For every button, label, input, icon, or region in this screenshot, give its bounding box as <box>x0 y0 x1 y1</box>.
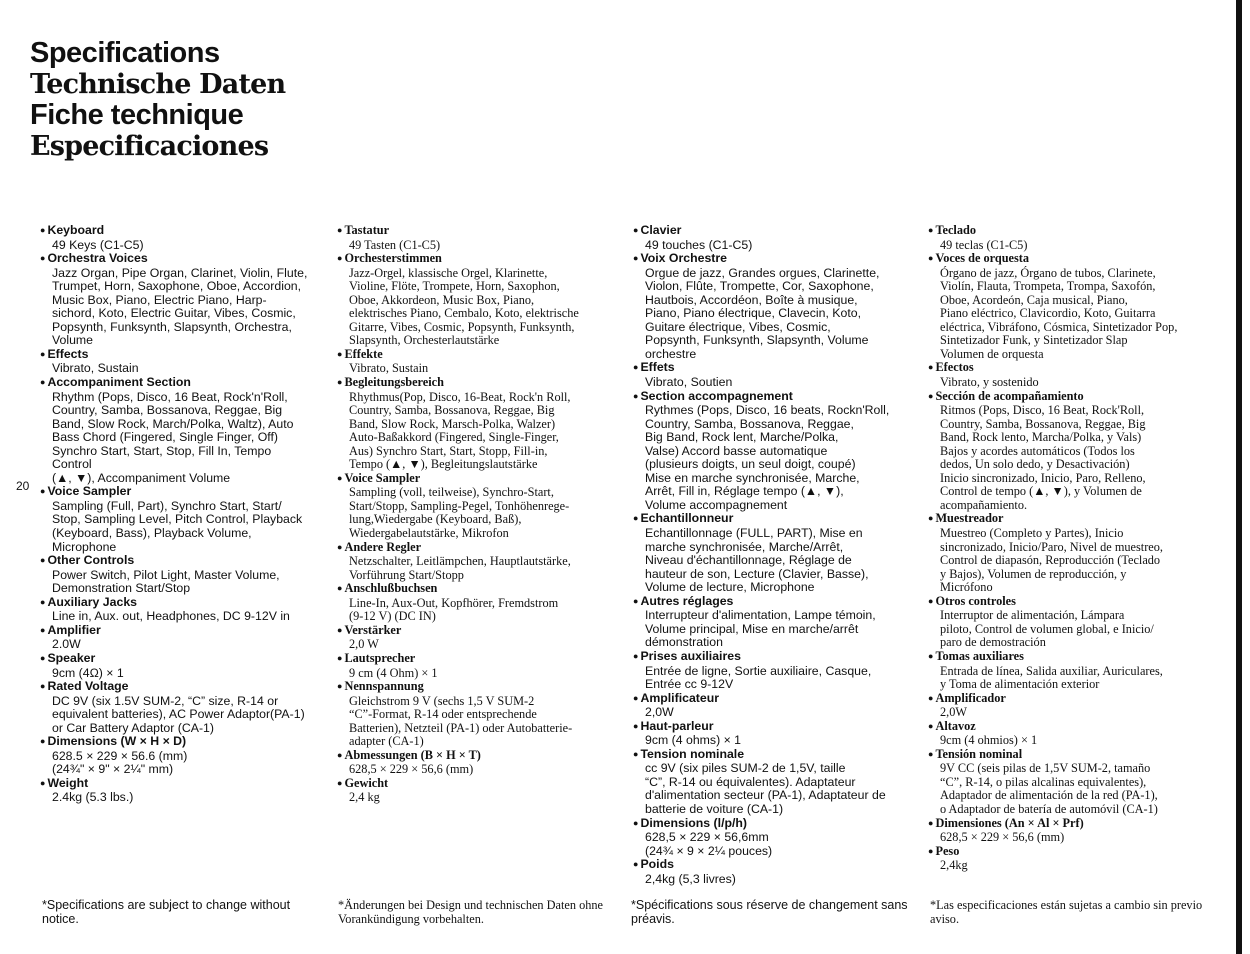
spec-value <box>52 569 318 596</box>
spec-value <box>645 267 915 362</box>
spec-value <box>52 391 318 486</box>
spec-value-line: orchestre <box>645 346 697 361</box>
spec-value-line: Band, Slow Rock, March/Polka, Waltz), Auto <box>52 416 294 431</box>
spec-item <box>337 652 615 680</box>
spec-value-line: Inicio sincronizado, Inicio, Paro, Relleno, <box>940 470 1146 485</box>
spec-value-line: Violine, Flöte, Trompete, Horn, Saxophon, <box>349 279 560 294</box>
spec-value-line: Stop, Sampling Level, Pitch Control, Playback <box>52 512 303 527</box>
spec-heading: ● Sección de acompañamiento <box>928 390 1210 405</box>
spec-value-line: Oboe, Akkordeon, Music Box, Piano, <box>349 292 535 307</box>
title-english: Specifications <box>30 37 220 69</box>
spec-value-line: 628,5 × 229 × 56,6 (mm) <box>940 830 1065 845</box>
spec-value <box>349 667 615 681</box>
spec-heading: ● Altavoz <box>928 720 1210 735</box>
spec-item <box>337 348 615 376</box>
spec-value-line: Volume principal, Mise en marche/arrêt <box>645 621 859 636</box>
spec-value-line: Mise en marche synchronisée, Marche, <box>645 470 860 485</box>
spec-value-line: Jazz-Orgel, klassische Orgel, Klarinette, <box>349 265 548 280</box>
spec-value-line: Órgano de jazz, Órgano de tubos, Clarinete, <box>940 265 1156 280</box>
footnote-english: *Specifications are subject to change without notice. <box>42 898 291 926</box>
spec-value-line: Violín, Flauta, Trompeta, Trompa, Saxofón, <box>940 279 1156 294</box>
spec-value <box>52 750 318 777</box>
spec-value <box>940 706 1210 720</box>
spec-heading: ● Effects <box>40 348 318 363</box>
spec-value-line: equivalent batteries), AC Power Adaptor(PA-1) <box>52 707 305 722</box>
spec-heading: ● Anschlußbuchsen <box>337 582 615 597</box>
spec-value-line: Entrée de ligne, Sortie auxiliaire, Casque, <box>645 663 872 678</box>
spec-value-line: 2,4kg (5,3 livres) <box>645 871 736 886</box>
spec-value-line: adapter (CA-1) <box>349 734 424 749</box>
footnote-french: *Spécifications sous réserve de changement sans préavis. <box>631 898 908 926</box>
spec-value-line: eléctrica, Vibráfono, Cósmica, Sintetizador Pop, <box>940 319 1178 334</box>
spec-value-line: “C”, R-14, o pilas alcalinas equivalentes), <box>940 774 1147 789</box>
spec-heading: ● Weight <box>40 777 318 792</box>
spec-heading: ● Rated Voltage <box>40 680 318 695</box>
spec-value-line: Interrupteur d'alimentation, Lampe témoin, <box>645 608 876 623</box>
spec-value-line: o Adaptador de batería de automóvil (CA-1) <box>940 801 1158 816</box>
spec-value <box>349 239 615 253</box>
spec-value <box>940 665 1210 692</box>
spec-item <box>928 361 1210 389</box>
spec-heading: ● Voice Sampler <box>40 485 318 500</box>
spec-value-line: paro de demostración <box>940 635 1046 650</box>
spec-value-line: Music Box, Piano, Electric Piano, Harp- <box>52 292 267 307</box>
spec-value-line: 2,0W <box>940 705 967 720</box>
spec-value-line: Country, Samba, Bossanova, Reggae, <box>645 416 854 431</box>
spec-item <box>633 595 915 650</box>
spec-value-line: (24¾ × 9 × 2¼ pouces) <box>645 843 773 858</box>
spec-value <box>52 695 318 736</box>
spec-item <box>40 485 318 554</box>
spec-heading: ● Prises auxiliaires <box>633 650 915 665</box>
spec-value-line: 9cm (4 ohmios) × 1 <box>940 733 1038 748</box>
spec-heading: ● Verstärker <box>337 624 615 639</box>
spec-value-line: marche synchronisée, Marche/Arrêt, <box>645 539 844 554</box>
spec-value <box>645 706 915 720</box>
spec-heading: ● Voces de orquesta <box>928 252 1210 267</box>
spec-value-line: Valse) Accord basse automatique <box>645 443 828 458</box>
spec-heading: ● Orchestra Voices <box>40 252 318 267</box>
title-french: Fiche technique <box>30 99 244 131</box>
spec-value-line: or Car Battery Adaptor (CA-1) <box>52 720 214 735</box>
spec-value-line: Netzschalter, Leitlämpchen, Hauptlautstärke, <box>349 554 571 569</box>
spec-value-line: DC 9V (six 1.5V SUM-2, “C” size, R-14 or <box>52 693 279 708</box>
spec-item <box>40 224 318 252</box>
spec-value-line: Rhythm (Pops, Disco, 16 Beat, Rock'n'Roll, <box>52 389 288 404</box>
spec-value-line: (9-12 V) (DC IN) <box>349 609 436 624</box>
spec-value-line: Big Band, Rock lent, Marche/Polka, <box>645 430 839 445</box>
spec-value-line: dedos, Un solo dedo, y Desactivación) <box>940 457 1130 472</box>
spec-value-line: Entrada de línea, Salida auxiliar, Auriculares, <box>940 663 1163 678</box>
spec-value-line: Control <box>52 457 92 472</box>
spec-item <box>337 472 615 541</box>
spec-value-line: Gleichstrom 9 V (sechs 1,5 V SUM-2 <box>349 693 535 708</box>
spec-heading: ● Amplifier <box>40 624 318 639</box>
spec-heading: ● Dimensions (W × H × D) <box>40 735 318 750</box>
spec-item <box>337 777 615 805</box>
spec-item <box>633 252 915 361</box>
spec-value <box>52 610 318 624</box>
spec-item <box>928 845 1210 873</box>
spec-item <box>928 650 1210 692</box>
spec-value <box>52 500 318 554</box>
spec-value-line: Start/Stopp, Sampling-Pegel, Tonhöhenrege- <box>349 498 570 513</box>
spec-value-line: Microphone <box>52 539 117 554</box>
spec-value <box>940 239 1210 253</box>
spec-item <box>633 720 915 748</box>
spec-item <box>337 680 615 749</box>
spec-item <box>633 390 915 513</box>
spec-item <box>337 624 615 652</box>
spec-heading: ● Poids <box>633 858 915 873</box>
spec-column-spanish <box>928 224 1210 873</box>
spec-value-line: Arrêt, Fill in, Réglage tempo (▲, ▼), <box>645 484 844 499</box>
spec-value-line: Muestreo (Completo y Partes), Inicio <box>940 526 1124 541</box>
spec-value-line: 2,0W <box>645 705 674 720</box>
spec-heading: ● Autres réglages <box>633 595 915 610</box>
spec-heading: ● Teclado <box>928 224 1210 239</box>
spec-value-line: Volume <box>52 333 94 348</box>
spec-value-line: Ritmos (Pops, Disco, 16 Beat, Rock'Roll, <box>940 403 1145 418</box>
spec-item <box>40 652 318 680</box>
spec-item <box>928 224 1210 252</box>
footnote-spanish: *Las especificaciones están sujetas a cambio sin previo aviso. <box>930 898 1203 926</box>
spec-item <box>40 777 318 805</box>
spec-value-line: Vibrato, Sustain <box>52 361 139 376</box>
spec-value-line: Piano, Piano électrique, Clavecin, Koto, <box>645 306 862 321</box>
footnote-german: *Änderungen bei Design und technischen Daten ohne Vorankündigung vorbehalten. <box>338 898 603 926</box>
spec-heading: ● Tension nominale <box>633 748 915 763</box>
spec-item <box>337 252 615 348</box>
spec-heading: ● Keyboard <box>40 224 318 239</box>
spec-value-line: Vibrato, Soutien <box>645 375 733 390</box>
spec-item <box>633 858 915 886</box>
spec-heading: ● Effekte <box>337 348 615 363</box>
spec-value-line: 2.0W <box>52 637 81 652</box>
spec-heading: ● Section accompagnement <box>633 390 915 405</box>
spec-value-line: Sampling (Full, Part), Synchro Start, Start/ <box>52 498 282 513</box>
spec-value <box>645 665 915 692</box>
spec-value <box>349 555 615 582</box>
spec-value-line: Aus) Synchro Start, Start, Stopp, Fill-in, <box>349 443 548 458</box>
spec-heading: ● Tomas auxiliares <box>928 650 1210 665</box>
spec-value-line: (plusieurs doigts, un seul doigt, coupé) <box>645 457 856 472</box>
spec-value <box>645 762 915 816</box>
spec-item <box>40 554 318 596</box>
spec-value-line: Batterien), Netzteil (PA-1) oder Autobatterie- <box>349 720 573 735</box>
spec-value-line: Line in, Aux. out, Headphones, DC 9-12V in <box>52 609 290 624</box>
spec-item <box>633 817 915 859</box>
spec-value-line: Oboe, Acordeón, Caja musical, Piano, <box>940 292 1128 307</box>
spec-value <box>349 597 615 624</box>
spec-heading: ● Efectos <box>928 361 1210 376</box>
spec-item <box>928 595 1210 650</box>
spec-value <box>645 527 915 595</box>
spec-heading: ● Haut-parleur <box>633 720 915 735</box>
spec-value-line: 49 Keys (C1-C5) <box>52 237 144 252</box>
spec-value-line: Violon, Flûte, Trompette, Cor, Saxophone, <box>645 279 874 294</box>
spec-value-line: Trumpet, Horn, Saxophone, Oboe, Accordion, <box>52 279 302 294</box>
spec-value-line: Bass Chord (Fingered, Single Finger, Off) <box>52 430 279 445</box>
spec-item <box>928 748 1210 817</box>
spec-value-line: Adaptador de alimentación de la red (PA-1), <box>940 788 1158 803</box>
spec-item <box>633 224 915 252</box>
spec-value-line: Country, Samba, Bossanova, Reggae, Big <box>52 403 283 418</box>
spec-value <box>645 734 915 748</box>
spec-value-line: “C”-Format, R-14 oder entsprechende <box>349 707 537 722</box>
spec-value <box>940 734 1210 748</box>
spec-value <box>349 791 615 805</box>
spec-value-line: (24¾" × 9" × 2¼" mm) <box>52 762 174 777</box>
spec-value-line: Volume de lecture, Microphone <box>645 580 815 595</box>
spec-value-line: 2,4 kg <box>349 790 380 805</box>
spec-value-line: Guitare électrique, Vibes, Cosmic, <box>645 319 831 334</box>
spec-value <box>52 239 318 253</box>
spec-heading: ● Peso <box>928 845 1210 860</box>
spec-value-line: 49 teclas (C1-C5) <box>940 237 1028 252</box>
spec-value <box>940 831 1210 845</box>
spec-heading: ● Otros controles <box>928 595 1210 610</box>
spec-heading: ● Orchesterstimmen <box>337 252 615 267</box>
spec-heading: ● Speaker <box>40 652 318 667</box>
spec-column-french <box>633 224 915 886</box>
spec-value-line: Entrée cc 9-12V <box>645 677 734 692</box>
spec-heading: ● Lautsprecher <box>337 652 615 667</box>
spec-item <box>633 650 915 692</box>
page-titles <box>30 38 285 162</box>
spec-value-line: (Keyboard, Bass), Playback Volume, <box>52 526 252 541</box>
spec-value-line: Sampling (voll, teilweise), Synchro-Start, <box>349 485 554 500</box>
spec-heading: ● Dimensiones (An × Al × Prf) <box>928 817 1210 832</box>
spec-value-line: Jazz Organ, Pipe Organ, Clarinet, Violin, Flute, <box>52 265 308 280</box>
spec-heading: ● Effets <box>633 361 915 376</box>
spec-value-line: elektrisches Piano, Cembalo, Koto, elektrische <box>349 306 579 321</box>
title-spanish: Especificaciones <box>30 131 269 162</box>
spec-value-line: Popsynth, Funksynth, Slapsynth, Volume <box>645 333 869 348</box>
spec-value-line: cc 9V (six piles SUM-2 de 1,5V, taille <box>645 761 846 776</box>
spec-item <box>928 817 1210 845</box>
spec-value-line: 628.5 × 229 × 56.6 (mm) <box>52 748 188 763</box>
spec-value-line: 628,5 × 229 × 56,6 (mm) <box>349 762 474 777</box>
spec-item <box>337 541 615 583</box>
spec-value <box>940 527 1210 595</box>
page-number: 20 <box>16 479 30 493</box>
spec-value-line: Vibrato, Sustain <box>349 361 429 376</box>
spec-value-line: Echantillonnage (FULL, PART), Mise en <box>645 526 863 541</box>
spec-value-line: 49 touches (C1-C5) <box>645 237 753 252</box>
spec-value-line: Line-In, Aux-Out, Kopfhörer, Fremdstrom <box>349 595 559 610</box>
spec-value <box>52 362 318 376</box>
spec-heading: ● Other Controls <box>40 554 318 569</box>
spec-value <box>940 762 1210 816</box>
spec-column-english <box>40 224 318 805</box>
spec-value <box>645 609 915 650</box>
spec-value <box>645 873 915 887</box>
spec-value <box>940 267 1210 362</box>
spec-value <box>940 376 1210 390</box>
spec-value <box>349 267 615 348</box>
spec-heading: ● Abmessungen (B × H × T) <box>337 749 615 764</box>
spec-value <box>645 404 915 512</box>
spec-heading: ● Gewicht <box>337 777 615 792</box>
spec-value-line: 2,4kg <box>940 858 968 873</box>
spec-value-line: lung,Wiedergabe (Keyboard, Baß), <box>349 512 522 527</box>
spec-value <box>349 362 615 376</box>
spec-heading: ● Nennspannung <box>337 680 615 695</box>
spec-value-line: Micrófono <box>940 580 993 595</box>
spec-item <box>928 692 1210 720</box>
spec-value-line: Power Switch, Pilot Light, Master Volume, <box>52 567 280 582</box>
spec-value <box>940 609 1210 650</box>
spec-value-line: Piano eléctrico, Clavicordio, Koto, Guitarra <box>940 306 1156 321</box>
spec-value-line: Rhythmus(Pop, Disco, 16-Beat, Rock'n Roll, <box>349 389 571 404</box>
spec-value-line: Control de tempo (▲, ▼), y Volumen de <box>940 484 1142 499</box>
spec-item <box>40 252 318 348</box>
spec-value-line: Band, Rock lento, Marcha/Polka, y Vals) <box>940 430 1142 445</box>
spec-value-line: Vorführung Start/Stopp <box>349 567 464 582</box>
spec-heading: ● Accompaniment Section <box>40 376 318 391</box>
spec-value-line: (▲, ▼), Accompaniment Volume <box>52 470 231 485</box>
spec-item <box>40 680 318 735</box>
spec-heading: ● Voice Sampler <box>337 472 615 487</box>
spec-value <box>645 239 915 253</box>
spec-item <box>633 361 915 389</box>
spec-value-line: Band, Slow Rock, Marsch-Polka, Walzer) <box>349 416 556 431</box>
spec-value-line: y Toma de alimentación exterior <box>940 677 1100 692</box>
spec-value-line: Country, Samba, Bossanova, Reggae, Big <box>349 403 555 418</box>
spec-value-line: 9cm (4 ohms) × 1 <box>645 733 742 748</box>
spec-item <box>40 376 318 485</box>
spec-item <box>633 692 915 720</box>
spec-value-line: acompañamiento. <box>940 497 1028 512</box>
spec-value <box>645 831 915 858</box>
spec-value-line: Niveau d'échantillonnage, Réglage de <box>645 553 852 568</box>
spec-value-line: Demonstration Start/Stop <box>52 581 191 596</box>
spec-value-line: “C”, R-14 ou équivalentes). Adaptateur <box>645 774 856 789</box>
title-german: Technische Daten <box>30 69 286 100</box>
spec-value-line: d'alimentation secteur (PA-1), Adaptateur de <box>645 788 886 803</box>
spec-heading: ● Voix Orchestre <box>633 252 915 267</box>
spec-item <box>337 749 615 777</box>
spec-value-line: Rythmes (Pops, Disco, 16 beats, Rockn'Roll, <box>645 403 890 418</box>
spec-value-line: Sintetizador Funk, y Sintetizador Slap <box>940 333 1128 348</box>
spec-item <box>337 224 615 252</box>
spec-value <box>52 638 318 652</box>
spec-value-line: 9V CC (seis pilas de 1,5V SUM-2, tamaño <box>940 761 1151 776</box>
spec-value-line: Orgue de jazz, Grandes orgues, Clarinette, <box>645 265 880 280</box>
spec-heading: ● Begleitungsbereich <box>337 376 615 391</box>
spec-value-line: piloto, Control de volumen global, e Inicio/ <box>940 621 1154 636</box>
spec-value-line: démonstration <box>645 635 723 650</box>
spec-value-line: sincronizado, Inicio/Paro, Nivel de muestreo, <box>940 539 1163 554</box>
spec-item <box>337 582 615 624</box>
spec-value-line: Interruptor de alimentación, Lámpara <box>940 608 1125 623</box>
spec-value-line: y Bajos), Volumen de reproducción, y <box>940 566 1127 581</box>
spec-value <box>52 267 318 348</box>
spec-value-line: Volume accompagnement <box>645 497 788 512</box>
spec-heading: ● Muestreador <box>928 512 1210 527</box>
spec-item <box>928 720 1210 748</box>
spec-item <box>40 348 318 376</box>
spec-value <box>349 486 615 540</box>
spec-item <box>928 390 1210 513</box>
page-edge-bar <box>1236 0 1242 954</box>
spec-value-line: Volumen de orquesta <box>940 346 1044 361</box>
spec-value-line: Bajos y acordes automáticos (Todos los <box>940 443 1135 458</box>
spec-value-line: Vibrato, y sostenido <box>940 375 1039 390</box>
spec-column-german <box>337 224 615 805</box>
spec-value-line: Wiedergabelautstärke, Mikrofon <box>349 526 509 541</box>
spec-heading: ● Dimensions (l/p/h) <box>633 817 915 832</box>
spec-item <box>40 735 318 777</box>
spec-value-line: sichord, Koto, Electric Guitar, Vibes, Cosmic, <box>52 306 296 321</box>
spec-value <box>52 791 318 805</box>
spec-value-line: Control de diapasón, Reproducción (Teclado <box>940 553 1161 568</box>
spec-value-line: 2.4kg (5.3 lbs.) <box>52 790 134 805</box>
spec-item <box>928 252 1210 361</box>
spec-value-line: hauteur de son, Lecture (Clavier, Basse), <box>645 566 869 581</box>
spec-heading: ● Clavier <box>633 224 915 239</box>
spec-heading: ● Auxiliary Jacks <box>40 596 318 611</box>
spec-item <box>337 376 615 472</box>
spec-value-line: Country, Samba, Bossanova, Reggae, Big <box>940 416 1146 431</box>
spec-item <box>633 748 915 817</box>
spec-value-line: 9 cm (4 Ohm) × 1 <box>349 665 438 680</box>
spec-value-line: batterie de voiture (CA-1) <box>645 801 784 816</box>
spec-value <box>52 667 318 681</box>
spec-heading: ● Amplificateur <box>633 692 915 707</box>
spec-item <box>40 624 318 652</box>
spec-heading: ● Tastatur <box>337 224 615 239</box>
spec-value-line: Auto-Baßakkord (Fingered, Single-Finger, <box>349 430 559 445</box>
spec-value <box>940 404 1210 512</box>
spec-value-line: 49 Tasten (C1-C5) <box>349 237 441 252</box>
spec-heading: ● Echantillonneur <box>633 512 915 527</box>
spec-heading: ● Amplificador <box>928 692 1210 707</box>
spec-value <box>349 763 615 777</box>
spec-value-line: 2,0 W <box>349 637 379 652</box>
spec-heading: ● Andere Regler <box>337 541 615 556</box>
spec-value <box>645 376 915 390</box>
spec-value <box>940 859 1210 873</box>
spec-item <box>928 512 1210 594</box>
spec-value-line: Hautbois, Accordéon, Boîte à musique, <box>645 292 858 307</box>
spec-value-line: Synchro Start, Start, Stop, Fill In, Tempo <box>52 443 272 458</box>
spec-value-line: Gitarre, Vibes, Cosmic, Popsynth, Funksynth, <box>349 319 575 334</box>
spec-value <box>349 695 615 749</box>
spec-value-line: Slapsynth, Orchesterlautstärke <box>349 333 500 348</box>
spec-heading: ● Tensión nominal <box>928 748 1210 763</box>
spec-value-line: 9cm (4Ω) × 1 <box>52 665 124 680</box>
spec-value-line: 628,5 × 229 × 56,6mm <box>645 830 769 845</box>
spec-value <box>349 638 615 652</box>
spec-value-line: Popsynth, Funksynth, Slapsynth, Orchestra, <box>52 319 292 334</box>
spec-value-line: Tempo (▲, ▼), Begleitungslautstärke <box>349 457 538 472</box>
spec-item <box>633 512 915 594</box>
spec-value <box>349 391 615 472</box>
spec-item <box>40 596 318 624</box>
